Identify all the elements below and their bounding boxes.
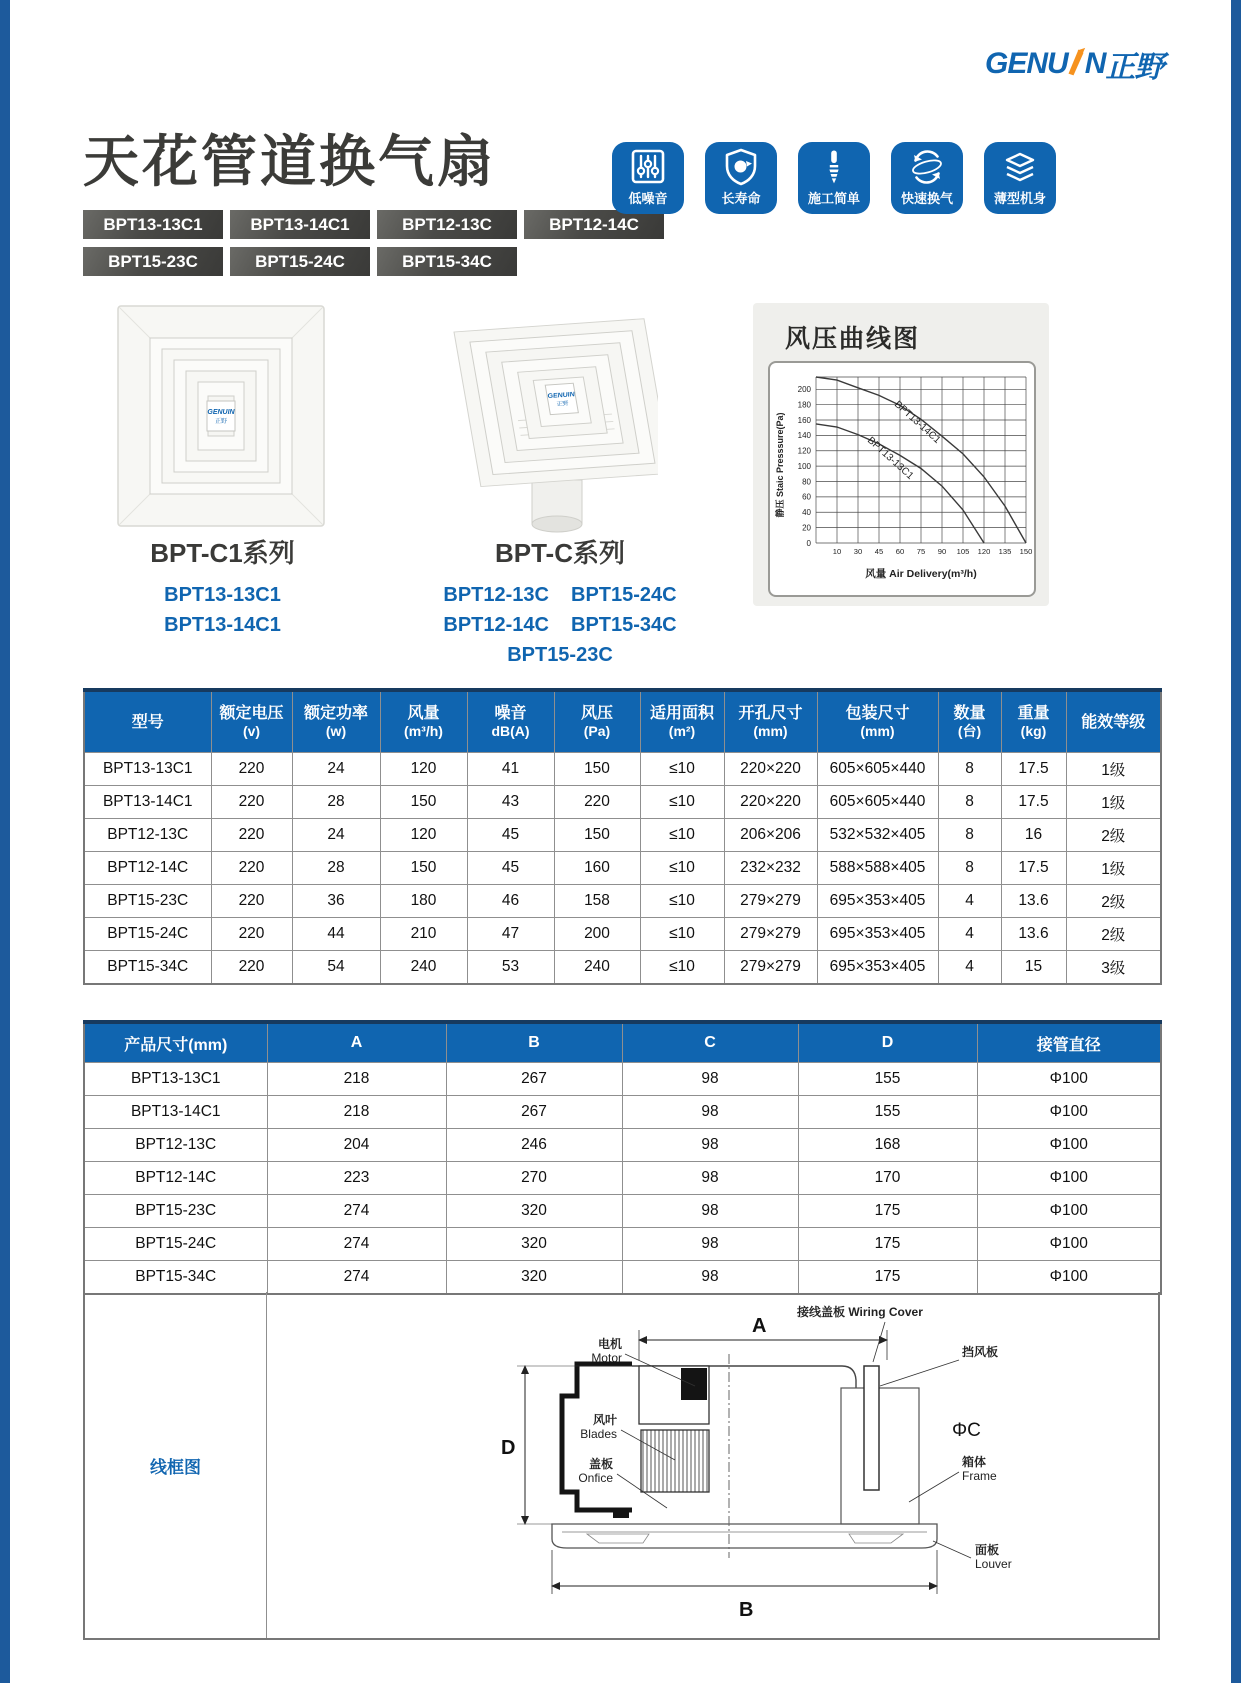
- table-row: [84, 1228, 1161, 1261]
- spec-cell: ≤10: [640, 951, 724, 985]
- table-row: [84, 1096, 1161, 1129]
- spec-cell: ≤10: [640, 786, 724, 819]
- product-block-c1: [80, 533, 365, 640]
- spec-cell: 46: [467, 885, 554, 918]
- orifice-label-cn: 盖板: [588, 1457, 613, 1471]
- spec-cell: BPT15-34C: [84, 951, 211, 985]
- svg-text:120: 120: [977, 547, 991, 556]
- spec-cell: BPT13-14C1: [84, 786, 211, 819]
- table-row: [84, 1063, 1161, 1096]
- dims-cell: BPT15-34C: [84, 1261, 267, 1295]
- spec-col-header: 适用面积 (m²): [640, 690, 724, 753]
- louver-label-en: Louver: [975, 1557, 1012, 1571]
- feature-tile-施工简单: [798, 142, 870, 214]
- spec-cell: ≤10: [640, 819, 724, 852]
- model-badge: BPT15-24C: [230, 247, 370, 276]
- spec-cell: 3级: [1066, 951, 1161, 985]
- spec-cell: 16: [1001, 819, 1066, 852]
- spec-cell: 8: [938, 852, 1001, 885]
- spec-cell: 17.5: [1001, 786, 1066, 819]
- svg-text:60: 60: [802, 492, 811, 502]
- dims-cell: Φ100: [977, 1096, 1161, 1129]
- diagram-row: [83, 1292, 1160, 1640]
- orifice-label-en: Onfice: [578, 1471, 613, 1485]
- svg-text:120: 120: [797, 446, 811, 456]
- dims-cell: 98: [622, 1195, 798, 1228]
- feature-icon-row: [612, 142, 1056, 214]
- spec-cell: 150: [380, 852, 467, 885]
- dims-cell: 270: [446, 1162, 622, 1195]
- dims-cell: 274: [267, 1228, 446, 1261]
- logo-text-left: GENU: [985, 47, 1068, 80]
- spec-cell: 120: [380, 819, 467, 852]
- svg-text:160: 160: [797, 415, 811, 425]
- dims-cell: 155: [798, 1096, 977, 1129]
- spec-table-body: [84, 753, 1161, 985]
- logo-arrow-icon: [1066, 47, 1086, 77]
- logo-text-cn: 正野: [1105, 51, 1164, 84]
- spec-cell: 1级: [1066, 852, 1161, 885]
- dims-cell: 218: [267, 1096, 446, 1129]
- diagram-cell: [267, 1292, 1158, 1638]
- dims-cell: 98: [622, 1228, 798, 1261]
- table-row: [84, 786, 1161, 819]
- svg-text:105: 105: [956, 547, 970, 556]
- dim-b-label: B: [739, 1599, 754, 1621]
- motor-label-en: Motor: [591, 1351, 622, 1365]
- diagram-label: 线框图: [85, 1292, 267, 1638]
- fan-front-image: [116, 304, 326, 528]
- spec-cell: 44: [292, 918, 380, 951]
- dims-cell: 267: [446, 1063, 622, 1096]
- dim-a-label: A: [752, 1315, 767, 1337]
- spec-col-header: 包装尺寸 (mm): [817, 690, 938, 753]
- dims-cell: Φ100: [977, 1195, 1161, 1228]
- spec-cell: 210: [380, 918, 467, 951]
- spec-cell: 206×206: [724, 819, 817, 852]
- table-row: [84, 753, 1161, 786]
- table-row: [84, 819, 1161, 852]
- spec-cell: 43: [467, 786, 554, 819]
- logo-text-right: N: [1084, 47, 1106, 80]
- spec-cell: 1级: [1066, 753, 1161, 786]
- dims-cell: 223: [267, 1162, 446, 1195]
- fan-center-logo-cn: 正野: [556, 401, 570, 408]
- model-badge: BPT13-13C1: [83, 210, 223, 239]
- table-row: [84, 1195, 1161, 1228]
- table-row: [84, 1261, 1161, 1295]
- spec-col-header: 额定功率 (w): [292, 690, 380, 753]
- spec-cell: 220: [211, 819, 292, 852]
- spec-cell: 8: [938, 819, 1001, 852]
- pressure-chart-svg: [770, 365, 1034, 593]
- model-link: BPT15-34C: [571, 614, 677, 636]
- svg-text:90: 90: [937, 547, 947, 556]
- spec-cell: 695×353×405: [817, 951, 938, 985]
- spec-cell: BPT15-24C: [84, 918, 211, 951]
- spec-cell: BPT12-14C: [84, 852, 211, 885]
- spec-cell: 15: [1001, 951, 1066, 985]
- svg-text:200: 200: [797, 385, 811, 395]
- svg-text:150: 150: [1019, 547, 1033, 556]
- dims-cell: 274: [267, 1261, 446, 1295]
- spec-cell: 54: [292, 951, 380, 985]
- spec-cell: 13.6: [1001, 918, 1066, 951]
- spec-cell: 28: [292, 786, 380, 819]
- fan-center-logo: GENUIN: [547, 391, 576, 400]
- motor-label-cn: 电机: [597, 1337, 622, 1351]
- dims-cell: 175: [798, 1195, 977, 1228]
- spec-cell: BPT15-23C: [84, 885, 211, 918]
- dims-cell: 320: [446, 1195, 622, 1228]
- dims-cell: 98: [622, 1261, 798, 1295]
- frame-label-en: Frame: [962, 1469, 997, 1483]
- spec-cell: 220: [211, 951, 292, 985]
- dims-col-header: 接管直径: [977, 1022, 1161, 1063]
- model-link: BPT13-13C1: [164, 584, 281, 606]
- spec-col-header: 型号: [84, 690, 211, 753]
- product-block-c: [415, 533, 705, 670]
- spec-col-header: 能效等级: [1066, 690, 1161, 753]
- dims-table-body: [84, 1063, 1161, 1295]
- spec-cell: 2级: [1066, 819, 1161, 852]
- spec-cell: BPT12-13C: [84, 819, 211, 852]
- spec-cell: ≤10: [640, 852, 724, 885]
- table-row: [84, 852, 1161, 885]
- spec-cell: 532×532×405: [817, 819, 938, 852]
- spec-cell: 150: [380, 786, 467, 819]
- model-link: BPT15-23C: [507, 644, 613, 666]
- feature-tile-快速换气: [891, 142, 963, 214]
- dims-col-header: B: [446, 1022, 622, 1063]
- table-row: [84, 918, 1161, 951]
- series-title: BPT-C系列: [494, 538, 625, 568]
- model-badge: BPT15-23C: [83, 247, 223, 276]
- dims-cell: 320: [446, 1228, 622, 1261]
- feature-label: 低噪音: [628, 191, 668, 206]
- model-badge: BPT12-13C: [377, 210, 517, 239]
- table-row: [84, 951, 1161, 985]
- dims-cell: Φ100: [977, 1162, 1161, 1195]
- spec-cell: 200: [554, 918, 640, 951]
- feature-label: 薄型机身: [993, 191, 1046, 206]
- spec-cell: 4: [938, 951, 1001, 985]
- spec-cell: 220: [211, 918, 292, 951]
- spec-cell: 2级: [1066, 918, 1161, 951]
- dims-cell: BPT13-13C1: [84, 1063, 267, 1096]
- spec-header-row: [84, 690, 1161, 753]
- spec-cell: 8: [938, 753, 1001, 786]
- spec-cell: ≤10: [640, 918, 724, 951]
- svg-text:75: 75: [916, 547, 926, 556]
- spec-cell: 695×353×405: [817, 885, 938, 918]
- spec-cell: 220: [211, 852, 292, 885]
- spec-cell: 240: [380, 951, 467, 985]
- spec-cell: 150: [554, 819, 640, 852]
- spec-cell: 24: [292, 753, 380, 786]
- spec-cell: 279×279: [724, 885, 817, 918]
- model-link: BPT12-14C: [443, 614, 549, 636]
- spec-col-header: 重量 (kg): [1001, 690, 1066, 753]
- spec-col-header: 风压 (Pa): [554, 690, 640, 753]
- badge-row-1: [83, 210, 664, 239]
- dims-cell: BPT15-23C: [84, 1195, 267, 1228]
- spec-cell: 220: [211, 786, 292, 819]
- model-link: BPT13-14C1: [164, 614, 281, 636]
- spec-cell: 45: [467, 852, 554, 885]
- spec-cell: 28: [292, 852, 380, 885]
- dims-cell: 168: [798, 1129, 977, 1162]
- model-link: BPT15-24C: [571, 584, 677, 606]
- spec-cell: 150: [554, 753, 640, 786]
- feature-tile-薄型机身: [984, 142, 1056, 214]
- dims-header-row: [84, 1022, 1161, 1063]
- spec-cell: 220×220: [724, 753, 817, 786]
- spec-cell: 4: [938, 918, 1001, 951]
- spec-cell: 695×353×405: [817, 918, 938, 951]
- spec-cell: 8: [938, 786, 1001, 819]
- spec-cell: 41: [467, 753, 554, 786]
- feature-label: 施工简单: [807, 191, 860, 206]
- spec-cell: 605×605×440: [817, 786, 938, 819]
- dims-cell: 170: [798, 1162, 977, 1195]
- dims-cell: Φ100: [977, 1129, 1161, 1162]
- svg-text:BPT13-13C1: BPT13-13C1: [864, 435, 916, 482]
- blades-label-cn: 风叶: [592, 1413, 617, 1427]
- spec-cell: 24: [292, 819, 380, 852]
- spec-cell: 160: [554, 852, 640, 885]
- model-badge: BPT12-14C: [524, 210, 664, 239]
- phi-c-label: ΦC: [952, 1420, 981, 1441]
- svg-text:静压 Staic Presssure(Pa): 静压 Staic Presssure(Pa): [775, 412, 785, 518]
- dims-cell: Φ100: [977, 1063, 1161, 1096]
- spec-cell: 279×279: [724, 951, 817, 985]
- spec-cell: 240: [554, 951, 640, 985]
- model-badge: BPT13-14C1: [230, 210, 370, 239]
- spec-cell: 220: [554, 786, 640, 819]
- fan-section-diagram: [417, 1296, 1057, 1634]
- dims-cell: 204: [267, 1129, 446, 1162]
- svg-text:45: 45: [874, 547, 884, 556]
- baffle-label: 挡风板: [962, 1345, 999, 1359]
- frame-label-cn: 箱体: [962, 1455, 987, 1469]
- fan-center-logo-cn: 正野: [214, 419, 228, 425]
- svg-text:20: 20: [802, 523, 811, 533]
- brand-logo: [985, 42, 1163, 86]
- spec-cell: 180: [380, 885, 467, 918]
- dims-cell: 98: [622, 1162, 798, 1195]
- spec-cell: 588×588×405: [817, 852, 938, 885]
- spec-cell: 279×279: [724, 918, 817, 951]
- dims-cell: 267: [446, 1096, 622, 1129]
- dims-cell: BPT15-24C: [84, 1228, 267, 1261]
- spec-cell: 2级: [1066, 885, 1161, 918]
- dims-cell: 320: [446, 1261, 622, 1295]
- svg-text:80: 80: [802, 477, 811, 487]
- spec-cell: BPT13-13C1: [84, 753, 211, 786]
- dims-cell: 175: [798, 1228, 977, 1261]
- spec-cell: 17.5: [1001, 852, 1066, 885]
- spec-cell: 4: [938, 885, 1001, 918]
- series-title: BPT-C1系列: [150, 538, 295, 568]
- feature-tile-低噪音: [612, 142, 684, 214]
- spec-cell: 220×220: [724, 786, 817, 819]
- svg-text:30: 30: [853, 547, 863, 556]
- table-row: [84, 885, 1161, 918]
- dims-col-header: A: [267, 1022, 446, 1063]
- table-row: [84, 1129, 1161, 1162]
- spec-cell: 13.6: [1001, 885, 1066, 918]
- right-edge-bar: [1231, 0, 1241, 1683]
- dims-col-header: C: [622, 1022, 798, 1063]
- spec-cell: 53: [467, 951, 554, 985]
- svg-text:10: 10: [832, 547, 842, 556]
- dims-cell: 274: [267, 1195, 446, 1228]
- dims-cell: 175: [798, 1261, 977, 1295]
- spec-col-header: 数量 (台): [938, 690, 1001, 753]
- louver-label-cn: 面板: [975, 1543, 1000, 1557]
- feature-label: 长寿命: [721, 191, 761, 206]
- dims-col-header: D: [798, 1022, 977, 1063]
- spec-cell: 36: [292, 885, 380, 918]
- fan-center-logo: GENUIN: [207, 409, 235, 416]
- dims-cell: 246: [446, 1129, 622, 1162]
- chart-title: 风压曲线图: [785, 325, 921, 353]
- dims-col-header: 产品尺寸(mm): [84, 1022, 267, 1063]
- spec-col-header: 开孔尺寸 (mm): [724, 690, 817, 753]
- dims-cell: 98: [622, 1063, 798, 1096]
- spec-cell: 158: [554, 885, 640, 918]
- model-link: BPT12-13C: [443, 584, 549, 606]
- svg-text:0: 0: [806, 538, 811, 548]
- spec-cell: ≤10: [640, 885, 724, 918]
- spec-table: [83, 688, 1162, 985]
- badge-row-2: [83, 247, 517, 276]
- spec-col-header: 风量 (m³/h): [380, 690, 467, 753]
- left-edge-bar: [0, 0, 10, 1683]
- spec-cell: 605×605×440: [817, 753, 938, 786]
- spec-col-header: 额定电压 (v): [211, 690, 292, 753]
- wiring-cover-label: 接线盖板 Wiring Cover: [797, 1305, 923, 1319]
- spec-cell: 232×232: [724, 852, 817, 885]
- feature-tile-长寿命: [705, 142, 777, 214]
- dim-d-label: D: [501, 1437, 516, 1459]
- spec-col-header: 噪音 dB(A): [467, 690, 554, 753]
- dims-cell: 98: [622, 1129, 798, 1162]
- spec-cell: 1级: [1066, 786, 1161, 819]
- svg-text:135: 135: [998, 547, 1012, 556]
- dims-cell: 218: [267, 1063, 446, 1096]
- pressure-chart-card: [768, 361, 1036, 597]
- dims-cell: 155: [798, 1063, 977, 1096]
- spec-cell: 220: [211, 885, 292, 918]
- spec-cell: 220: [211, 753, 292, 786]
- svg-text:40: 40: [802, 508, 811, 518]
- dims-cell: BPT13-14C1: [84, 1096, 267, 1129]
- svg-text:BPT13-14C1: BPT13-14C1: [891, 399, 943, 446]
- blades-label-en: Blades: [580, 1427, 617, 1441]
- spec-cell: 120: [380, 753, 467, 786]
- svg-text:180: 180: [797, 400, 811, 410]
- svg-text:100: 100: [797, 461, 811, 471]
- page-title: 天花管道换气扇: [83, 130, 496, 193]
- spec-cell: 47: [467, 918, 554, 951]
- svg-text:60: 60: [895, 547, 905, 556]
- pressure-chart-panel: [753, 303, 1049, 606]
- svg-text:风量 Air Delivery(m³/h): 风量 Air Delivery(m³/h): [865, 568, 977, 580]
- dims-table: [83, 1020, 1162, 1295]
- dims-cell: Φ100: [977, 1261, 1161, 1295]
- table-row: [84, 1162, 1161, 1195]
- spec-cell: 17.5: [1001, 753, 1066, 786]
- dims-cell: 98: [622, 1096, 798, 1129]
- dims-cell: BPT12-13C: [84, 1129, 267, 1162]
- dims-cell: Φ100: [977, 1228, 1161, 1261]
- model-badge: BPT15-34C: [377, 247, 517, 276]
- feature-label: 快速换气: [900, 191, 953, 206]
- spec-cell: ≤10: [640, 753, 724, 786]
- fan-angled-image: [452, 310, 658, 540]
- svg-text:140: 140: [797, 431, 811, 441]
- spec-cell: 45: [467, 819, 554, 852]
- dims-cell: BPT12-14C: [84, 1162, 267, 1195]
